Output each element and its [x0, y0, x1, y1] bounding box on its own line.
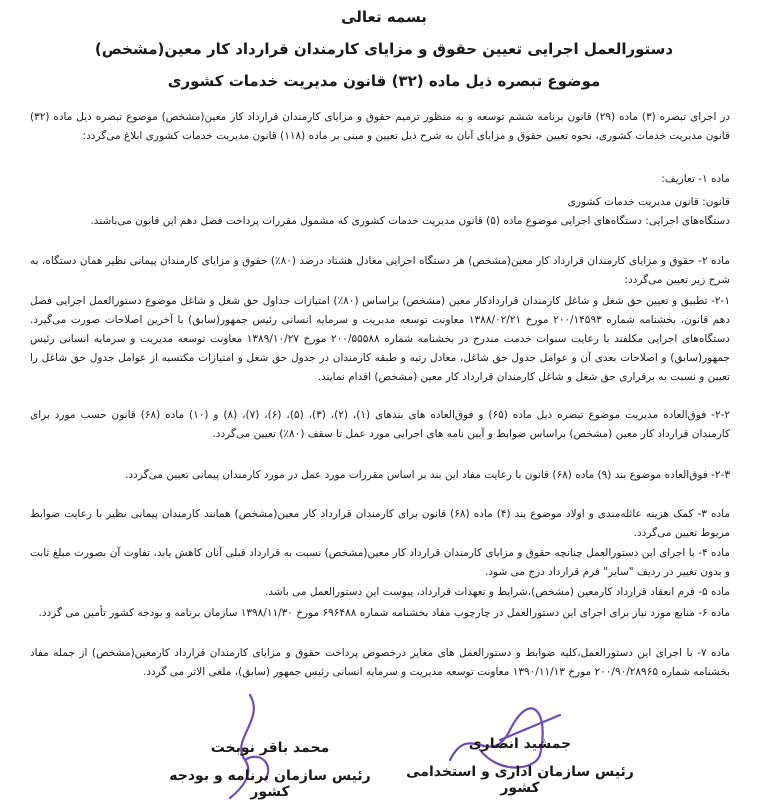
article-3: ماده ۳- کمک هزینه عائله‌مندی و اولاد موضوع بند (۴) ماده (۶۸) قانون برای کارمندان قرارداد کار معین(مشخص) همانند کارمندان پیمانی نظیر با رعایت ضوابط مربوط تعیین می‌گردد. — [30, 508, 730, 539]
clause-2-3: ۲-۳- فوق‌العاده موضوع بند (۹) ماده (۶۸) قانون با رعایت مفاد این بند بر اساس مقررات مورد عمل در مورد کارمندان پیمانی تعیین می‌گردد. — [125, 469, 730, 481]
signature-block-left — [150, 740, 390, 800]
article-2: ماده ۲- حقوق و مزایای کارمندان قرارداد کار معین(مشخص) هر دستگاه اجرایی معادل هشتاد درصد (۸۰٪) حقوق و مزایای کارمندان پیمانی نظیر همان دستگاه، به شرح زیر تعیین می‌گردد: — [30, 255, 730, 286]
article-1-heading: ماده ۱- تعاریف: — [661, 173, 730, 185]
clause-2-1: ۲-۱- تطبیق و تعیین حق شغل و شاغل کارمندان قراردادکار معین (مشخص) براساس (۸۰٪) امتیازات جداول حق شغل و شاغل موضوع دستورالعمل اجرایی فصل دهم قانون، بخشنامه شماره ۲۰۰/۱۴۵۹۳ مورخ ۱۳۸۸/۰۲/۲۱ معاونت توسعه مدیریت و سرمایه انسانی رئیس جمهور(سابق) با آخرین اصلاحات صورت می‌گیرد. دستگاه‌های اجرایی مکلفند با رعایت سنوات خدمت مندرج در بخشنامه شماره ۲۰۰/۵۵۵۸۸ مورخ ۱۳۸۹/۱۰/۲۷ معاونت توسعه مدیریت و سرمایه انسانی رئیس جمهور(سابق) و اصلاحات بعدی آن و عوامل جدول حق شاغل، معادل رتبه و طبقه کارمندان در جدول حق شغل و امتیازات مکتسبه از عوامل جدول حق شاغل را تعیین و نسبت به برقراری حق شغل و شاغل کارمندان قرارداد کار معین (مشخص) اقدام نمایند. — [30, 295, 731, 383]
signatory-title: رئیس سازمان اداری و استخدامی کشور — [406, 764, 634, 796]
signatory-title: رئیس سازمان برنامه و بودجه کشور — [169, 768, 371, 800]
document-title: دستورالعمل اجرایی تعیین حقوق و مزایای کارمندان قرارداد کار معین(مشخص) — [94, 40, 674, 58]
document-subject: موضوع تبصره ذیل ماده (۳۲) قانون مدیریت خدمات کشوری — [167, 72, 601, 90]
article-5: ماده ۵- فرم انعقاد قرارداد کارمعین (مشخص)،شرایط و تعهدات قرارداد، پیوست این دستورالعمل می باشد. — [265, 586, 730, 598]
clause-2-2: ۲-۲- فوق‌العاده مدیریت موضوع تبصره ذیل ماده (۶۵) و فوق‌العاده های بندهای (۱)، (۲)، (۳)، (۵)، (۶)، (۷)، (۸) و (۱۰) ماده (۶۸) قانون حسب مورد برای کارمندان قرارداد کار معین (مشخص) براساس ضوابط و آیین نامه های اجرایی مورد عمل تا سقف (۸۰٪) تعیین می‌گردد. — [30, 409, 731, 440]
definition-law: قانون: قانون مدیریت خدمات کشوری — [567, 196, 730, 208]
article-7: ماده ۷- با اجرای این دستورالعمل،کلیه ضوابط و دستورالعمل های مغایر درخصوص پرداخت حقوق و مزایای کارمندان قرارداد کارمعین(مشخص) از جمله مفاد بخشنامه شماره ۲۰۰/۹۰/۲۸۹۶۵ مورخ ۱۳۹۰/۱۱/۱۳ معاونت توسعه مدیریت و سرمایه انسانی رئیس جمهور (سابق)، ملغی الاثر می گردد. — [30, 647, 730, 678]
basmala-heading: بسمه تعالی — [341, 8, 427, 26]
article-4: ماده ۴- با اجرای این دستورالعمل چنانچه حقوق و مزایای کارمندان قرارداد کار معین(مشخص) نسبت به قرارداد قبلی آنان کاهش یابد، تفاوت آن بصورت مبلغ ثابت و بدون تغییر در ردیف "سایر" فرم قرارداد درج می شود. — [30, 547, 730, 578]
article-6: ماده ۶- منابع مورد نیاز برای اجرای این دستورالعمل در چارچوب مفاد بخشنامه شماره ۶۹۶۴۸۸ مورخ ۱۳۹۸/۱۱/۳۰ سازمان برنامه و بودجه کشور تأمین می گردد. — [38, 607, 730, 619]
intro-paragraph: در اجرای تبصره (۳) ماده (۲۹) قانون برنامه ششم توسعه و به منظور ترمیم حقوق و مزایای کارمندان قرارداد کار معین(مشخص) موضوع تبصره ذیل ماده (۳۲) قانون مدیریت خدمات کشوری، نحوه تعیین حقوق و مزایای آنان به شرح ذیل تعیین و مبنی بر ماده (۱۱۸) قانون مدیریت خدمات کشوری ابلاغ می‌گردد: — [30, 111, 731, 142]
signatory-name: جمشید انصاری — [468, 736, 572, 752]
definition-agencies: دستگاه‌های اجرایی: دستگاه‌های اجرایی موضوع ماده (۵) قانون مدیریت خدمات کشوری که مشمول مقررات پرداخت فصل دهم این قانون می‌باشند. — [90, 215, 730, 227]
signatory-name: محمد باقر نوبخت — [210, 740, 330, 756]
signature-block-right — [400, 736, 640, 796]
